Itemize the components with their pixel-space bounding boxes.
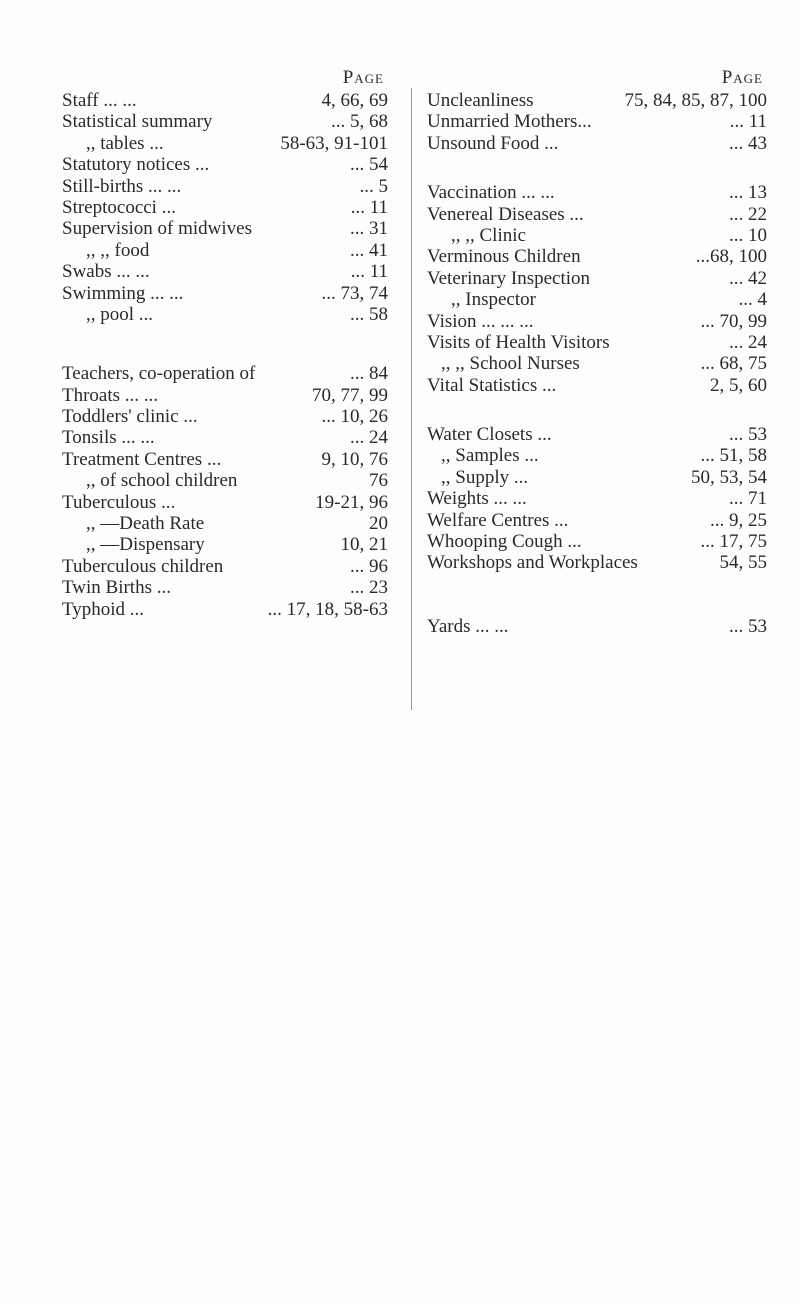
index-entry: Venereal Diseases ... ... 22 <box>427 203 767 225</box>
index-group-s <box>62 90 388 325</box>
index-entry: Teachers, co-operation of ... 84 <box>62 363 388 385</box>
index-entry: Statistical summary ... 5, 68 <box>62 111 388 133</box>
index-group-v <box>427 182 767 396</box>
index-group-t <box>62 363 388 620</box>
index-entry: Still-births ... ... ... 5 <box>62 175 388 197</box>
index-entry: ,, ,, food ... 41 <box>86 239 388 261</box>
index-entry: Throats ... ... 70, 77, 99 <box>62 384 388 406</box>
index-entry: Vaccination ... ... ... 13 <box>427 182 767 204</box>
index-entry: Treatment Centres ... 9, 10, 76 <box>62 448 388 470</box>
column-divider <box>411 88 412 710</box>
index-entry: Typhoid ... ... 17, 18, 58-63 <box>62 598 388 620</box>
index-entry: Staff ... ... 4, 66, 69 <box>62 90 388 111</box>
index-group-w <box>427 424 767 574</box>
index-entry: ,, pool ... ... 58 <box>86 303 388 325</box>
index-entry: ,, of school children 76 <box>86 470 388 492</box>
index-entry: Veterinary Inspection ... 42 <box>427 267 767 289</box>
index-entry: Visits of Health Visitors ... 24 <box>427 331 767 353</box>
index-entry: Swimming ... ... ... 73, 74 <box>62 282 388 304</box>
index-entry: Water Closets ... ... 53 <box>427 424 767 446</box>
index-entry: ,, —Death Rate 20 <box>86 513 388 535</box>
index-entry: Tonsils ... ... ... 24 <box>62 427 388 449</box>
index-group-u <box>427 90 767 154</box>
index-entry: Welfare Centres ... ... 9, 25 <box>427 509 767 531</box>
page-column-heading: Page <box>342 67 384 88</box>
index-entry: ,, ,, School Nurses ... 68, 75 <box>441 353 767 375</box>
index-entry: Vision ... ... ... ... 70, 99 <box>427 310 767 332</box>
index-entry: ,, ,, Clinic ... 10 <box>451 224 767 246</box>
index-column-left <box>62 66 388 620</box>
index-entry: Unsound Food ... ... 43 <box>427 132 767 154</box>
index-entry: Streptococci ... ... 11 <box>62 196 388 218</box>
index-entry: Tuberculous ... 19-21, 96 <box>62 491 388 513</box>
index-entry: Swabs ... ... ... 11 <box>62 261 388 283</box>
index-entry: Toddlers' clinic ... ... 10, 26 <box>62 406 388 428</box>
index-entry: Supervision of midwives ... 31 <box>62 218 388 240</box>
index-entry: Yards ... ... ... 53 <box>427 615 767 637</box>
index-entry: ,, Inspector ... 4 <box>451 289 767 311</box>
index-entry: Vital Statistics ... 2, 5, 60 <box>427 374 767 396</box>
index-entry: Unmarried Mothers... ... 11 <box>427 111 767 133</box>
index-group-y <box>427 616 767 637</box>
index-entry: Verminous Children ...68, 100 <box>427 246 767 268</box>
index-entry: ,, —Dispensary 10, 21 <box>86 534 388 556</box>
page-column-heading: Page <box>721 67 763 88</box>
index-entry: ,, tables ... 58-63, 91-101 <box>86 132 388 154</box>
index-entry: ,, Samples ... ... 51, 58 <box>441 445 767 467</box>
index-entry: Whooping Cough ... ... 17, 75 <box>427 531 767 553</box>
index-entry: Tuberculous children ... 96 <box>62 555 388 577</box>
index-entry: Statutory notices ... ... 54 <box>62 154 388 176</box>
index-entry: Weights ... ... ... 71 <box>427 488 767 510</box>
index-entry: Uncleanliness 75, 84, 85, 87, 100 <box>427 90 767 111</box>
index-entry: Twin Births ... ... 23 <box>62 577 388 599</box>
index-column-right <box>427 66 767 637</box>
index-entry: Workshops and Workplaces 54, 55 <box>427 552 767 574</box>
index-entry: ,, Supply ... 50, 53, 54 <box>441 466 767 488</box>
